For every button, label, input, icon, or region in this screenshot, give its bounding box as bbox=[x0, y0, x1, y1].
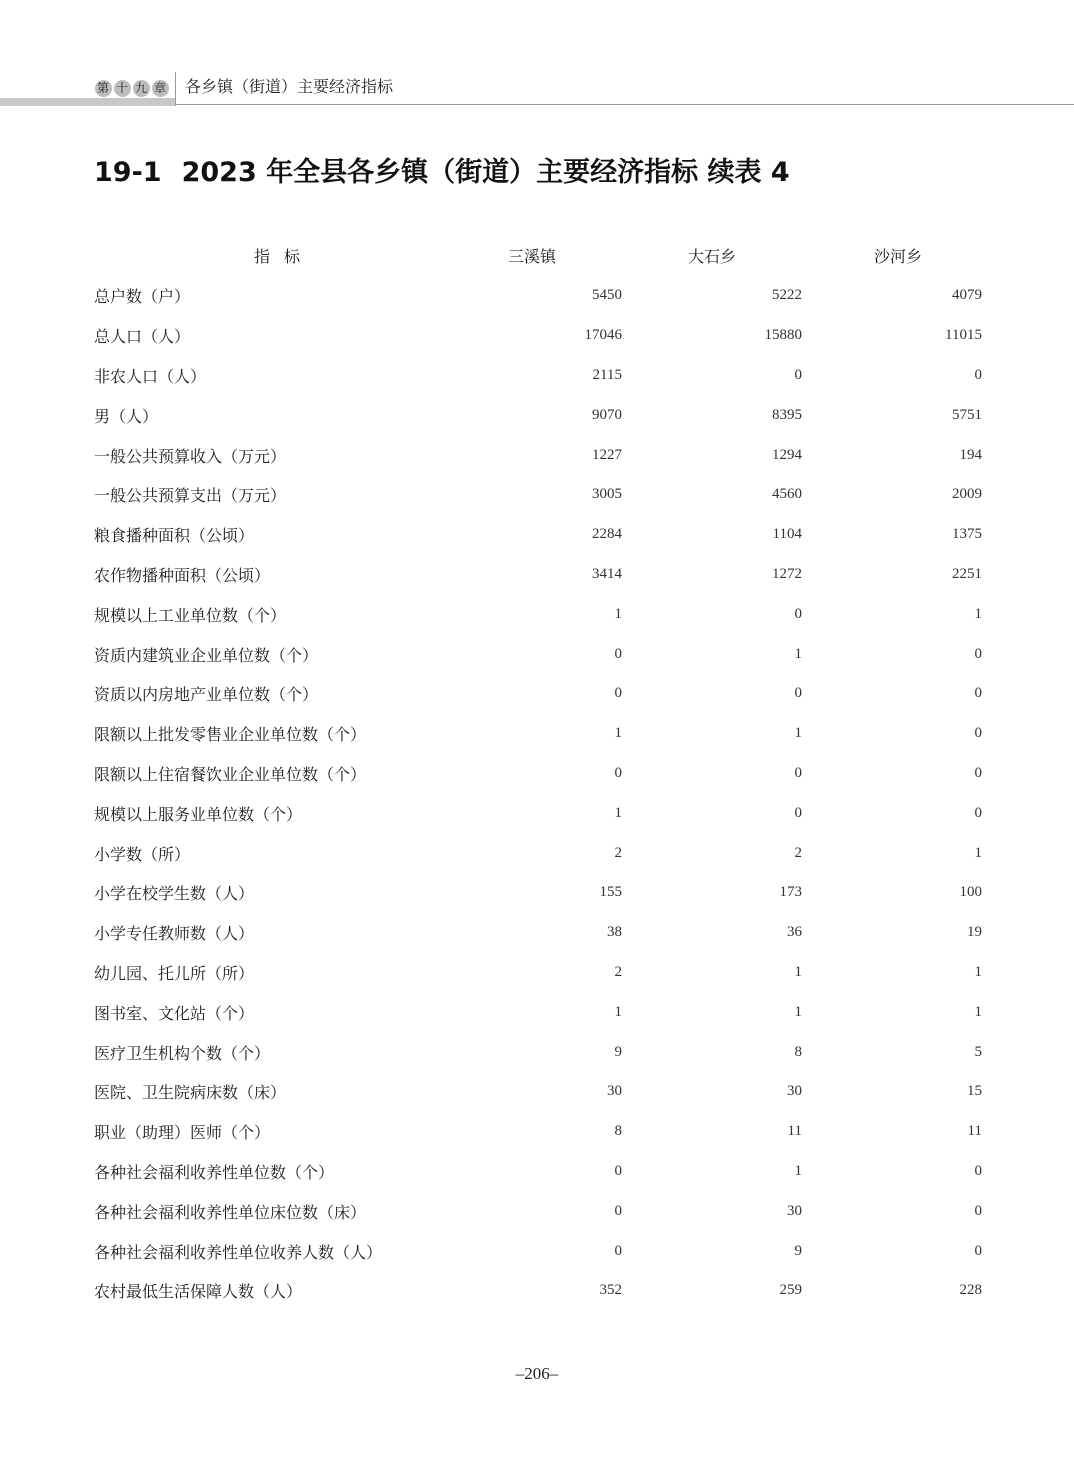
indicator-value: 0 bbox=[794, 764, 802, 781]
chapter-char: 九 bbox=[134, 81, 148, 95]
indicator-value: 30 bbox=[787, 1083, 802, 1100]
indicator-value: 1 bbox=[794, 645, 802, 662]
table-title: 2023 年全县各乡镇（街道）主要经济指标 续表 4 bbox=[181, 157, 790, 188]
indicator-value: 9070 bbox=[592, 406, 622, 423]
indicator-value: 15 bbox=[967, 1083, 982, 1100]
indicator-value: 1375 bbox=[952, 526, 982, 543]
indicator-value: 259 bbox=[779, 1282, 802, 1299]
page-title bbox=[94, 150, 790, 189]
table-row bbox=[94, 714, 994, 754]
column-header-indicator: 指标 bbox=[254, 246, 315, 266]
indicator-value: 36 bbox=[787, 924, 802, 941]
indicator-label: 资质以内房地产业单位数（个） bbox=[94, 685, 319, 705]
indicator-label: 小学数（所） bbox=[94, 844, 191, 864]
indicator-value: 2251 bbox=[952, 565, 982, 582]
table-row bbox=[94, 395, 994, 435]
indicator-label: 各种社会福利收养性单位数（个） bbox=[94, 1162, 335, 1182]
table-code: 19-1 bbox=[94, 157, 162, 188]
indicator-value: 0 bbox=[614, 764, 622, 781]
indicator-value: 4079 bbox=[952, 287, 982, 304]
indicator-value: 0 bbox=[794, 804, 802, 821]
indicator-value: 5751 bbox=[952, 406, 982, 423]
table-row bbox=[94, 833, 994, 873]
indicator-value: 0 bbox=[614, 1242, 622, 1259]
indicator-label: 医院、卫生院病床数（床） bbox=[94, 1083, 287, 1103]
running-header bbox=[0, 68, 1074, 108]
indicator-value: 8 bbox=[794, 1043, 802, 1060]
indicator-value: 173 bbox=[779, 884, 802, 901]
table-row bbox=[94, 1032, 994, 1072]
table-row bbox=[94, 475, 994, 515]
indicator-value: 194 bbox=[959, 446, 982, 463]
indicator-value: 1 bbox=[794, 963, 802, 980]
indicator-label: 职业（助理）医师（个） bbox=[94, 1123, 271, 1143]
indicator-label: 非农人口（人） bbox=[94, 366, 207, 386]
indicator-value: 0 bbox=[974, 764, 982, 781]
indicator-value: 8395 bbox=[772, 406, 802, 423]
indicator-value: 2 bbox=[794, 844, 802, 861]
indicator-value: 0 bbox=[794, 685, 802, 702]
indicator-value: 1 bbox=[614, 605, 622, 622]
indicator-value: 5222 bbox=[772, 287, 802, 304]
indicator-label: 各种社会福利收养性单位收养人数（人） bbox=[94, 1242, 383, 1262]
indicator-value: 9 bbox=[794, 1242, 802, 1259]
indicator-label: 粮食播种面积（公顷） bbox=[94, 526, 255, 546]
indicator-value: 5450 bbox=[592, 287, 622, 304]
indicator-label: 农作物播种面积（公顷） bbox=[94, 565, 271, 585]
indicator-value: 2009 bbox=[952, 486, 982, 503]
table-row bbox=[94, 674, 994, 714]
table-row bbox=[94, 793, 994, 833]
indicator-value: 0 bbox=[614, 645, 622, 662]
indicator-label: 农村最低生活保障人数（人） bbox=[94, 1282, 303, 1302]
indicator-value: 0 bbox=[974, 685, 982, 702]
indicator-value: 3005 bbox=[592, 486, 622, 503]
page-number: –206– bbox=[515, 1364, 559, 1383]
table-row bbox=[94, 515, 994, 555]
indicator-value: 100 bbox=[959, 884, 982, 901]
indicator-label: 小学专任教师数（人） bbox=[94, 924, 255, 944]
indicator-value: 2115 bbox=[592, 366, 622, 383]
indicator-value: 0 bbox=[974, 366, 982, 383]
table-body bbox=[94, 276, 994, 1311]
indicator-value: 30 bbox=[787, 1202, 802, 1219]
table-row bbox=[94, 1152, 994, 1192]
indicator-value: 1104 bbox=[772, 526, 802, 543]
indicator-label: 限额以上住宿餐饮业企业单位数（个） bbox=[94, 764, 367, 784]
table-row bbox=[94, 873, 994, 913]
indicator-value: 11015 bbox=[945, 327, 982, 344]
header-gray-bar bbox=[0, 98, 175, 106]
indicator-value: 2 bbox=[614, 963, 622, 980]
indicator-value: 228 bbox=[959, 1282, 982, 1299]
indicator-value: 2284 bbox=[592, 526, 622, 543]
indicator-value: 1 bbox=[974, 844, 982, 861]
chapter-char: 十 bbox=[115, 81, 129, 95]
indicator-value: 19 bbox=[967, 924, 982, 941]
header-rule bbox=[175, 104, 1074, 105]
table-row bbox=[94, 992, 994, 1032]
indicator-value: 0 bbox=[974, 1202, 982, 1219]
table-header-row bbox=[94, 234, 994, 276]
indicator-label: 总户数（户） bbox=[94, 287, 191, 307]
column-header-shahe: 沙河乡 bbox=[873, 246, 922, 266]
indicator-value: 1 bbox=[794, 1003, 802, 1020]
chapter-label bbox=[95, 76, 171, 98]
chapter-char: 第 bbox=[96, 81, 110, 95]
table-row bbox=[94, 913, 994, 953]
indicator-label: 一般公共预算支出（万元） bbox=[94, 486, 287, 506]
table-row bbox=[94, 1191, 994, 1231]
indicator-value: 0 bbox=[614, 1162, 622, 1179]
indicator-value: 0 bbox=[974, 804, 982, 821]
indicator-value: 0 bbox=[614, 685, 622, 702]
indicator-value: 1 bbox=[974, 963, 982, 980]
indicator-label: 幼儿园、托儿所（所） bbox=[94, 963, 255, 983]
table-row bbox=[94, 356, 994, 396]
indicator-table bbox=[94, 234, 994, 1311]
indicator-value: 1 bbox=[614, 1003, 622, 1020]
table-row bbox=[94, 555, 994, 595]
indicator-label: 规模以上工业单位数（个） bbox=[94, 605, 287, 625]
indicator-value: 17046 bbox=[584, 327, 622, 344]
indicator-value: 1227 bbox=[592, 446, 622, 463]
table-row bbox=[94, 754, 994, 794]
indicator-value: 0 bbox=[974, 1242, 982, 1259]
indicator-value: 1 bbox=[794, 1162, 802, 1179]
indicator-value: 1 bbox=[794, 725, 802, 742]
indicator-value: 0 bbox=[794, 605, 802, 622]
indicator-value: 1272 bbox=[772, 565, 802, 582]
indicator-value: 1 bbox=[974, 1003, 982, 1020]
indicator-value: 9 bbox=[614, 1043, 622, 1060]
table-row bbox=[94, 634, 994, 674]
indicator-value: 2 bbox=[614, 844, 622, 861]
column-header-sanxi: 三溪镇 bbox=[507, 246, 556, 266]
table-row bbox=[94, 316, 994, 356]
indicator-value: 1 bbox=[974, 605, 982, 622]
header-title: 各乡镇（街道）主要经济指标 bbox=[185, 77, 394, 96]
table-row bbox=[94, 1072, 994, 1112]
indicator-label: 资质内建筑业企业单位数（个） bbox=[94, 645, 319, 665]
indicator-value: 38 bbox=[607, 924, 622, 941]
indicator-value: 0 bbox=[974, 645, 982, 662]
indicator-value: 0 bbox=[974, 725, 982, 742]
indicator-label: 规模以上服务业单位数（个） bbox=[94, 804, 303, 824]
column-header-dashi: 大石乡 bbox=[687, 246, 736, 266]
table-row bbox=[94, 1112, 994, 1152]
indicator-value: 352 bbox=[599, 1282, 622, 1299]
indicator-value: 1294 bbox=[772, 446, 802, 463]
table-row bbox=[94, 1231, 994, 1271]
indicator-value: 8 bbox=[614, 1123, 622, 1140]
table-row bbox=[94, 276, 994, 316]
indicator-value: 1 bbox=[614, 804, 622, 821]
indicator-value: 1 bbox=[614, 725, 622, 742]
indicator-label: 小学在校学生数（人） bbox=[94, 884, 255, 904]
indicator-label: 医疗卫生机构个数（个） bbox=[94, 1043, 271, 1063]
indicator-label: 总人口（人） bbox=[94, 327, 191, 347]
table-row bbox=[94, 435, 994, 475]
table-row bbox=[94, 594, 994, 634]
indicator-label: 图书室、文化站（个） bbox=[94, 1003, 255, 1023]
indicator-value: 30 bbox=[607, 1083, 622, 1100]
table-row bbox=[94, 953, 994, 993]
indicator-value: 0 bbox=[614, 1202, 622, 1219]
indicator-label: 男（人） bbox=[94, 406, 159, 426]
header-separator bbox=[175, 72, 176, 106]
indicator-label: 一般公共预算收入（万元） bbox=[94, 446, 287, 466]
indicator-label: 限额以上批发零售业企业单位数（个） bbox=[94, 725, 367, 745]
indicator-value: 4560 bbox=[772, 486, 802, 503]
indicator-value: 11 bbox=[787, 1123, 802, 1140]
indicator-value: 3414 bbox=[592, 565, 622, 582]
indicator-value: 15880 bbox=[764, 327, 802, 344]
indicator-label: 各种社会福利收养性单位床位数（床） bbox=[94, 1202, 367, 1222]
indicator-value: 5 bbox=[974, 1043, 982, 1060]
indicator-value: 0 bbox=[794, 366, 802, 383]
indicator-value: 0 bbox=[974, 1162, 982, 1179]
table-row bbox=[94, 1271, 994, 1311]
indicator-value: 155 bbox=[599, 884, 622, 901]
indicator-value: 11 bbox=[967, 1123, 982, 1140]
chapter-char: 章 bbox=[153, 81, 167, 95]
